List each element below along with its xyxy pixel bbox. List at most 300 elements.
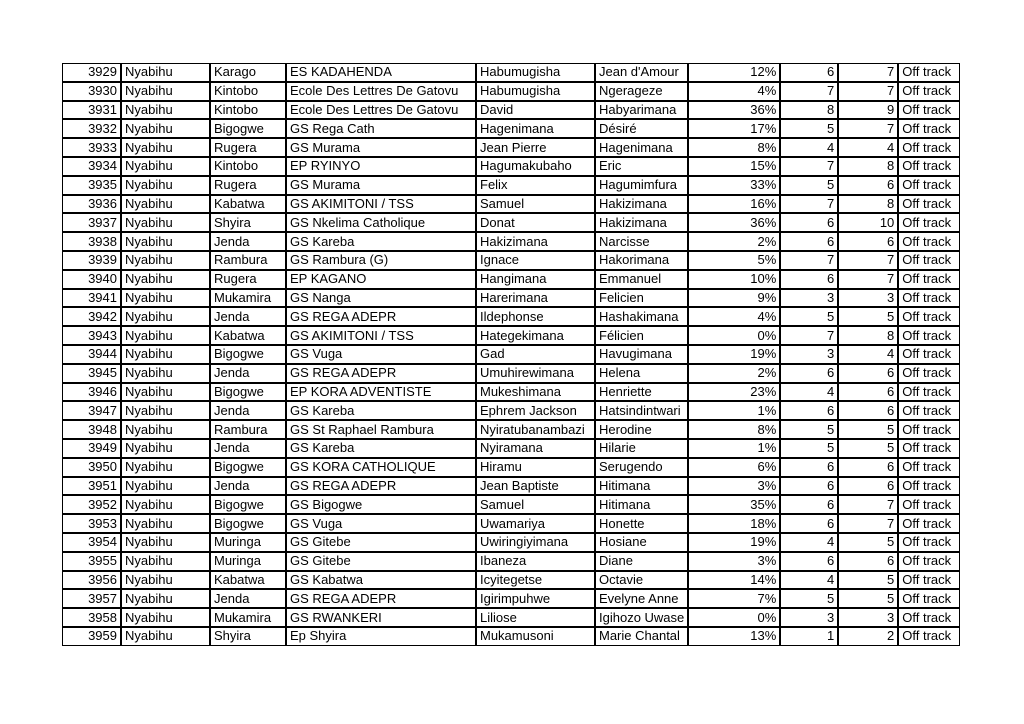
cell-value-1: 3 — [780, 289, 838, 308]
cell-school: GS Nanga — [286, 289, 476, 308]
cell-sector: Jenda — [210, 232, 286, 251]
cell-sector: Jenda — [210, 589, 286, 608]
cell-district: Nyabihu — [121, 495, 210, 514]
cell-first-name: Icyitegetse — [476, 571, 595, 590]
cell-first-name: Ignace — [476, 251, 595, 270]
cell-value-2: 6 — [838, 364, 898, 383]
table-row — [62, 401, 960, 420]
cell-district: Nyabihu — [121, 251, 210, 270]
cell-last-name: Hitimana — [595, 495, 688, 514]
cell-value-1: 7 — [780, 82, 838, 101]
cell-value-2: 6 — [838, 176, 898, 195]
cell-status: Off track — [898, 552, 960, 571]
cell-first-name: Uwamariya — [476, 514, 595, 533]
cell-value-1: 6 — [780, 514, 838, 533]
cell-value-2: 5 — [838, 307, 898, 326]
cell-sector: Bigogwe — [210, 458, 286, 477]
cell-last-name: Félicien — [595, 326, 688, 345]
cell-status: Off track — [898, 608, 960, 627]
cell-status: Off track — [898, 571, 960, 590]
cell-district: Nyabihu — [121, 232, 210, 251]
cell-value-1: 4 — [780, 571, 838, 590]
cell-district: Nyabihu — [121, 307, 210, 326]
cell-percent: 16% — [688, 195, 780, 214]
cell-id: 3932 — [62, 119, 121, 138]
cell-percent: 36% — [688, 101, 780, 120]
cell-district: Nyabihu — [121, 364, 210, 383]
cell-first-name: Hategekimana — [476, 326, 595, 345]
cell-status: Off track — [898, 289, 960, 308]
cell-school: GS Murama — [286, 138, 476, 157]
cell-sector: Bigogwe — [210, 345, 286, 364]
cell-id: 3942 — [62, 307, 121, 326]
cell-district: Nyabihu — [121, 401, 210, 420]
cell-first-name: Hagenimana — [476, 119, 595, 138]
table-body — [62, 63, 960, 646]
cell-id: 3934 — [62, 157, 121, 176]
cell-district: Nyabihu — [121, 477, 210, 496]
cell-sector: Jenda — [210, 477, 286, 496]
table-row — [62, 345, 960, 364]
cell-value-1: 5 — [780, 176, 838, 195]
cell-percent: 15% — [688, 157, 780, 176]
cell-school: GS Rega Cath — [286, 119, 476, 138]
cell-value-2: 6 — [838, 232, 898, 251]
cell-value-2: 7 — [838, 82, 898, 101]
table-row — [62, 63, 960, 82]
cell-status: Off track — [898, 420, 960, 439]
cell-first-name: Samuel — [476, 195, 595, 214]
cell-value-1: 6 — [780, 401, 838, 420]
cell-first-name: Jean Baptiste — [476, 477, 595, 496]
cell-school: GS Vuga — [286, 514, 476, 533]
cell-district: Nyabihu — [121, 101, 210, 120]
cell-last-name: Havugimana — [595, 345, 688, 364]
cell-id: 3951 — [62, 477, 121, 496]
cell-first-name: Mukamusoni — [476, 627, 595, 646]
cell-sector: Jenda — [210, 364, 286, 383]
cell-last-name: Igihozo Uwase — [595, 608, 688, 627]
cell-status: Off track — [898, 195, 960, 214]
cell-sector: Jenda — [210, 307, 286, 326]
cell-last-name: Hilarie — [595, 439, 688, 458]
cell-value-1: 5 — [780, 119, 838, 138]
cell-district: Nyabihu — [121, 420, 210, 439]
cell-percent: 36% — [688, 213, 780, 232]
cell-percent: 35% — [688, 495, 780, 514]
cell-last-name: Hakizimana — [595, 195, 688, 214]
cell-status: Off track — [898, 533, 960, 552]
cell-value-1: 6 — [780, 477, 838, 496]
cell-value-1: 7 — [780, 195, 838, 214]
cell-status: Off track — [898, 176, 960, 195]
records-table — [62, 63, 960, 646]
cell-value-2: 7 — [838, 63, 898, 82]
cell-value-2: 8 — [838, 326, 898, 345]
cell-id: 3946 — [62, 383, 121, 402]
cell-school: GS KORA CATHOLIQUE — [286, 458, 476, 477]
cell-first-name: Uwiringiyimana — [476, 533, 595, 552]
table-row — [62, 326, 960, 345]
cell-value-1: 5 — [780, 439, 838, 458]
cell-value-2: 6 — [838, 383, 898, 402]
cell-last-name: Jean d'Amour — [595, 63, 688, 82]
cell-percent: 8% — [688, 138, 780, 157]
cell-value-2: 5 — [838, 420, 898, 439]
cell-id: 3952 — [62, 495, 121, 514]
cell-percent: 4% — [688, 307, 780, 326]
cell-value-2: 7 — [838, 119, 898, 138]
table-row — [62, 364, 960, 383]
cell-percent: 33% — [688, 176, 780, 195]
cell-id: 3947 — [62, 401, 121, 420]
table-row — [62, 552, 960, 571]
cell-status: Off track — [898, 157, 960, 176]
cell-sector: Rugera — [210, 138, 286, 157]
cell-id: 3957 — [62, 589, 121, 608]
spreadsheet-page — [62, 63, 960, 646]
cell-first-name: Nyiratubanambazi — [476, 420, 595, 439]
cell-district: Nyabihu — [121, 289, 210, 308]
cell-sector: Kabatwa — [210, 326, 286, 345]
cell-id: 3950 — [62, 458, 121, 477]
cell-sector: Bigogwe — [210, 514, 286, 533]
cell-status: Off track — [898, 307, 960, 326]
table-row — [62, 251, 960, 270]
cell-id: 3935 — [62, 176, 121, 195]
table-row — [62, 514, 960, 533]
cell-value-2: 5 — [838, 589, 898, 608]
cell-first-name: Habumugisha — [476, 82, 595, 101]
cell-status: Off track — [898, 458, 960, 477]
cell-first-name: Hagumakubaho — [476, 157, 595, 176]
cell-value-1: 6 — [780, 63, 838, 82]
table-row — [62, 589, 960, 608]
cell-status: Off track — [898, 345, 960, 364]
cell-school: EP KORA ADVENTISTE — [286, 383, 476, 402]
cell-percent: 23% — [688, 383, 780, 402]
cell-first-name: Gad — [476, 345, 595, 364]
cell-percent: 3% — [688, 552, 780, 571]
cell-sector: Rugera — [210, 176, 286, 195]
cell-school: GS St Raphael Rambura — [286, 420, 476, 439]
cell-sector: Kabatwa — [210, 571, 286, 590]
cell-district: Nyabihu — [121, 589, 210, 608]
cell-last-name: Ngerageze — [595, 82, 688, 101]
cell-first-name: David — [476, 101, 595, 120]
cell-first-name: Harerimana — [476, 289, 595, 308]
cell-status: Off track — [898, 401, 960, 420]
cell-school: GS REGA ADEPR — [286, 589, 476, 608]
table-row — [62, 289, 960, 308]
cell-value-1: 6 — [780, 232, 838, 251]
cell-value-1: 1 — [780, 627, 838, 646]
cell-first-name: Nyiramana — [476, 439, 595, 458]
cell-sector: Shyira — [210, 627, 286, 646]
cell-first-name: Ephrem Jackson — [476, 401, 595, 420]
cell-value-1: 7 — [780, 157, 838, 176]
cell-last-name: Emmanuel — [595, 270, 688, 289]
cell-district: Nyabihu — [121, 533, 210, 552]
cell-sector: Kintobo — [210, 82, 286, 101]
cell-district: Nyabihu — [121, 326, 210, 345]
cell-id: 3930 — [62, 82, 121, 101]
cell-sector: Rambura — [210, 420, 286, 439]
cell-district: Nyabihu — [121, 345, 210, 364]
cell-value-2: 5 — [838, 439, 898, 458]
cell-id: 3938 — [62, 232, 121, 251]
table-row — [62, 101, 960, 120]
cell-first-name: Jean Pierre — [476, 138, 595, 157]
cell-value-2: 5 — [838, 571, 898, 590]
cell-school: GS Kabatwa — [286, 571, 476, 590]
cell-district: Nyabihu — [121, 627, 210, 646]
cell-last-name: Evelyne Anne — [595, 589, 688, 608]
cell-district: Nyabihu — [121, 270, 210, 289]
cell-id: 3959 — [62, 627, 121, 646]
cell-school: GS RWANKERI — [286, 608, 476, 627]
cell-sector: Jenda — [210, 401, 286, 420]
cell-first-name: Ibaneza — [476, 552, 595, 571]
table-row — [62, 458, 960, 477]
cell-school: GS Kareba — [286, 232, 476, 251]
cell-school: GS Murama — [286, 176, 476, 195]
cell-value-1: 6 — [780, 270, 838, 289]
cell-district: Nyabihu — [121, 82, 210, 101]
cell-school: GS Rambura (G) — [286, 251, 476, 270]
table-row — [62, 195, 960, 214]
cell-school: GS REGA ADEPR — [286, 364, 476, 383]
cell-sector: Kintobo — [210, 101, 286, 120]
cell-id: 3948 — [62, 420, 121, 439]
cell-status: Off track — [898, 82, 960, 101]
cell-percent: 6% — [688, 458, 780, 477]
cell-first-name: Felix — [476, 176, 595, 195]
cell-last-name: Hitimana — [595, 477, 688, 496]
cell-id: 3936 — [62, 195, 121, 214]
cell-last-name: Hakizimana — [595, 213, 688, 232]
cell-id: 3954 — [62, 533, 121, 552]
cell-status: Off track — [898, 213, 960, 232]
cell-value-1: 6 — [780, 458, 838, 477]
cell-last-name: Hagenimana — [595, 138, 688, 157]
cell-percent: 14% — [688, 571, 780, 590]
cell-status: Off track — [898, 101, 960, 120]
cell-district: Nyabihu — [121, 195, 210, 214]
cell-first-name: Hakizimana — [476, 232, 595, 251]
cell-first-name: Habumugisha — [476, 63, 595, 82]
cell-school: GS REGA ADEPR — [286, 307, 476, 326]
cell-value-2: 4 — [838, 138, 898, 157]
cell-last-name: Hagumimfura — [595, 176, 688, 195]
cell-school: Ecole Des Lettres De Gatovu — [286, 82, 476, 101]
cell-last-name: Hashakimana — [595, 307, 688, 326]
cell-status: Off track — [898, 138, 960, 157]
cell-value-1: 5 — [780, 307, 838, 326]
cell-percent: 9% — [688, 289, 780, 308]
cell-sector: Rambura — [210, 251, 286, 270]
cell-id: 3944 — [62, 345, 121, 364]
table-row — [62, 533, 960, 552]
cell-status: Off track — [898, 589, 960, 608]
cell-sector: Bigogwe — [210, 383, 286, 402]
cell-value-1: 4 — [780, 383, 838, 402]
cell-district: Nyabihu — [121, 157, 210, 176]
cell-value-2: 8 — [838, 157, 898, 176]
cell-last-name: Diane — [595, 552, 688, 571]
cell-value-2: 8 — [838, 195, 898, 214]
cell-first-name: Umuhirewimana — [476, 364, 595, 383]
cell-percent: 12% — [688, 63, 780, 82]
cell-school: GS Gitebe — [286, 533, 476, 552]
cell-percent: 19% — [688, 533, 780, 552]
cell-last-name: Octavie — [595, 571, 688, 590]
cell-percent: 3% — [688, 477, 780, 496]
cell-district: Nyabihu — [121, 552, 210, 571]
cell-last-name: Herodine — [595, 420, 688, 439]
cell-last-name: Henriette — [595, 383, 688, 402]
cell-percent: 1% — [688, 439, 780, 458]
cell-percent: 18% — [688, 514, 780, 533]
table-row — [62, 477, 960, 496]
cell-district: Nyabihu — [121, 383, 210, 402]
cell-percent: 1% — [688, 401, 780, 420]
table-row — [62, 307, 960, 326]
cell-status: Off track — [898, 251, 960, 270]
cell-school: GS AKIMITONI / TSS — [286, 326, 476, 345]
cell-id: 3953 — [62, 514, 121, 533]
cell-first-name: Samuel — [476, 495, 595, 514]
cell-id: 3941 — [62, 289, 121, 308]
cell-last-name: Habyarimana — [595, 101, 688, 120]
cell-id: 3940 — [62, 270, 121, 289]
cell-sector: Shyira — [210, 213, 286, 232]
cell-sector: Mukamira — [210, 608, 286, 627]
cell-last-name: Hatsindintwari — [595, 401, 688, 420]
cell-id: 3931 — [62, 101, 121, 120]
cell-status: Off track — [898, 495, 960, 514]
cell-district: Nyabihu — [121, 176, 210, 195]
cell-last-name: Désiré — [595, 119, 688, 138]
cell-sector: Kintobo — [210, 157, 286, 176]
cell-last-name: Honette — [595, 514, 688, 533]
table-row — [62, 270, 960, 289]
cell-school: EP KAGANO — [286, 270, 476, 289]
cell-last-name: Helena — [595, 364, 688, 383]
cell-percent: 0% — [688, 608, 780, 627]
table-row — [62, 571, 960, 590]
cell-value-2: 5 — [838, 533, 898, 552]
cell-value-2: 6 — [838, 552, 898, 571]
cell-percent: 7% — [688, 589, 780, 608]
cell-school: GS REGA ADEPR — [286, 477, 476, 496]
cell-status: Off track — [898, 383, 960, 402]
cell-value-2: 6 — [838, 401, 898, 420]
cell-value-1: 3 — [780, 608, 838, 627]
cell-district: Nyabihu — [121, 608, 210, 627]
cell-status: Off track — [898, 514, 960, 533]
cell-id: 3955 — [62, 552, 121, 571]
cell-status: Off track — [898, 477, 960, 496]
cell-last-name: Hosiane — [595, 533, 688, 552]
cell-last-name: Marie Chantal — [595, 627, 688, 646]
cell-id: 3933 — [62, 138, 121, 157]
cell-value-2: 3 — [838, 608, 898, 627]
cell-percent: 10% — [688, 270, 780, 289]
cell-value-1: 7 — [780, 251, 838, 270]
cell-sector: Mukamira — [210, 289, 286, 308]
cell-status: Off track — [898, 627, 960, 646]
cell-percent: 2% — [688, 232, 780, 251]
table-row — [62, 439, 960, 458]
table-row — [62, 383, 960, 402]
cell-percent: 5% — [688, 251, 780, 270]
cell-value-1: 6 — [780, 213, 838, 232]
cell-district: Nyabihu — [121, 439, 210, 458]
cell-value-2: 2 — [838, 627, 898, 646]
cell-value-2: 4 — [838, 345, 898, 364]
cell-status: Off track — [898, 63, 960, 82]
cell-status: Off track — [898, 439, 960, 458]
cell-id: 3929 — [62, 63, 121, 82]
cell-school: GS Kareba — [286, 401, 476, 420]
cell-district: Nyabihu — [121, 571, 210, 590]
cell-value-1: 3 — [780, 345, 838, 364]
table-row — [62, 608, 960, 627]
cell-percent: 0% — [688, 326, 780, 345]
cell-percent: 4% — [688, 82, 780, 101]
table-row — [62, 82, 960, 101]
cell-first-name: Donat — [476, 213, 595, 232]
cell-value-1: 4 — [780, 138, 838, 157]
cell-first-name: Hangimana — [476, 270, 595, 289]
cell-first-name: Igirimpuhwe — [476, 589, 595, 608]
cell-school: GS AKIMITONI / TSS — [286, 195, 476, 214]
cell-value-2: 3 — [838, 289, 898, 308]
cell-value-2: 9 — [838, 101, 898, 120]
cell-first-name: Mukeshimana — [476, 383, 595, 402]
cell-last-name: Hakorimana — [595, 251, 688, 270]
cell-id: 3943 — [62, 326, 121, 345]
cell-id: 3958 — [62, 608, 121, 627]
cell-value-2: 7 — [838, 514, 898, 533]
cell-school: GS Kareba — [286, 439, 476, 458]
cell-district: Nyabihu — [121, 514, 210, 533]
cell-status: Off track — [898, 270, 960, 289]
cell-school: GS Bigogwe — [286, 495, 476, 514]
table-row — [62, 232, 960, 251]
table-row — [62, 627, 960, 646]
cell-district: Nyabihu — [121, 458, 210, 477]
cell-school: GS Vuga — [286, 345, 476, 364]
cell-value-2: 6 — [838, 477, 898, 496]
cell-value-2: 10 — [838, 213, 898, 232]
cell-first-name: Liliose — [476, 608, 595, 627]
cell-sector: Muringa — [210, 552, 286, 571]
cell-last-name: Eric — [595, 157, 688, 176]
table-row — [62, 495, 960, 514]
cell-value-2: 7 — [838, 270, 898, 289]
cell-district: Nyabihu — [121, 138, 210, 157]
cell-value-1: 6 — [780, 552, 838, 571]
cell-school: ES KADAHENDA — [286, 63, 476, 82]
cell-last-name: Narcisse — [595, 232, 688, 251]
table-row — [62, 119, 960, 138]
cell-first-name: Hiramu — [476, 458, 595, 477]
cell-status: Off track — [898, 326, 960, 345]
cell-percent: 19% — [688, 345, 780, 364]
cell-value-2: 7 — [838, 495, 898, 514]
